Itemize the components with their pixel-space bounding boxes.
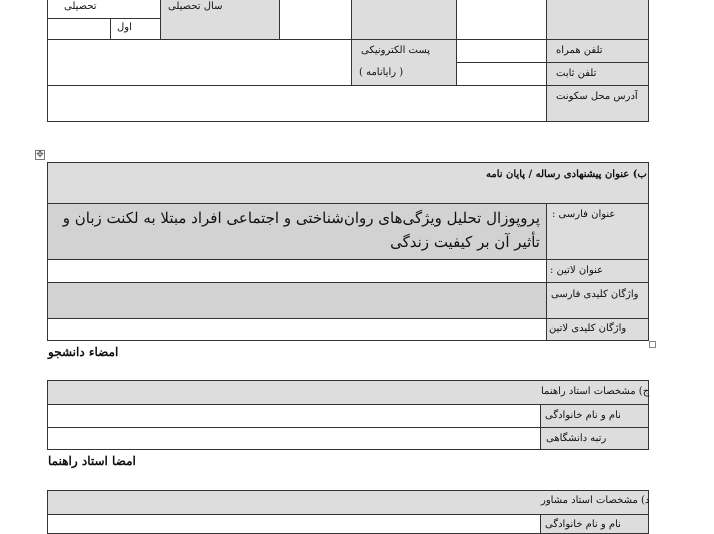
address-label-text: آدرس محل سکونت xyxy=(556,91,638,102)
section-c-header-text: ج) مشخصات استاد راهنما xyxy=(541,386,650,397)
year-value-text: اول xyxy=(117,22,132,33)
phone-value-cell[interactable] xyxy=(456,62,547,86)
consultant-name-label: نام و نام خانوادگی xyxy=(545,519,621,530)
section-b-header-text: ب) عنوان پیشنهادی رساله / پایان نامه xyxy=(486,169,647,180)
year-blank-cell[interactable] xyxy=(47,18,111,40)
blank-cell-top-2[interactable] xyxy=(456,0,547,40)
fa-keywords-label: واژگان کلیدی فارسی xyxy=(551,289,639,300)
consultant-name-value-cell[interactable] xyxy=(47,514,541,534)
table-move-handle-icon[interactable]: ✥ xyxy=(36,150,44,160)
advisor-rank-label: رتبه دانشگاهی xyxy=(546,433,607,444)
table-resize-handle[interactable] xyxy=(649,341,656,348)
address-value-cell[interactable] xyxy=(47,85,547,122)
latin-title-value-cell[interactable] xyxy=(47,259,547,283)
persian-title-label: عنوان فارسی : xyxy=(552,209,616,220)
email-label-text: پست الکترونیکی xyxy=(361,45,431,56)
blank-gray-cell-top xyxy=(351,0,457,40)
year-prefix-text: تحصیلی xyxy=(64,1,97,12)
persian-title-value: پروپوزال تحلیل ویژگی‌های روان‌شناختی و اجتماعی افراد مبتلا به لکنت زبان و تأثیر آن بر کیفیت زندگی xyxy=(62,209,540,251)
email-sub-text: ( رایانامه ) xyxy=(359,67,404,78)
phone-label-text: تلفن ثابت xyxy=(556,68,597,79)
advisor-rank-value-cell[interactable] xyxy=(47,427,541,450)
student-signature-label: امضاء دانشجو xyxy=(48,345,119,359)
mobile-value-left[interactable] xyxy=(47,39,352,86)
mobile-label-text: تلفن همراه xyxy=(556,45,603,56)
mobile-value-cell[interactable] xyxy=(456,39,547,63)
fa-keywords-value-cell[interactable] xyxy=(47,282,547,319)
blank-cell-top-1[interactable] xyxy=(279,0,352,40)
advisor-signature-label: امضا استاد راهنما xyxy=(48,454,136,468)
year-label-text: سال تحصیلی xyxy=(168,1,223,12)
latin-keywords-label: واژگان کلیدی لاتین xyxy=(549,323,627,334)
latin-keywords-value-cell[interactable] xyxy=(47,318,547,341)
blank-gray-cell-right-top xyxy=(546,0,649,40)
section-d-header-text: د) مشخصات استاد مشاور xyxy=(541,495,650,506)
advisor-name-value-cell[interactable] xyxy=(47,404,541,428)
latin-title-label: عنوان لاتین : xyxy=(550,265,604,276)
advisor-name-label: نام و نام خانوادگی xyxy=(545,410,621,421)
